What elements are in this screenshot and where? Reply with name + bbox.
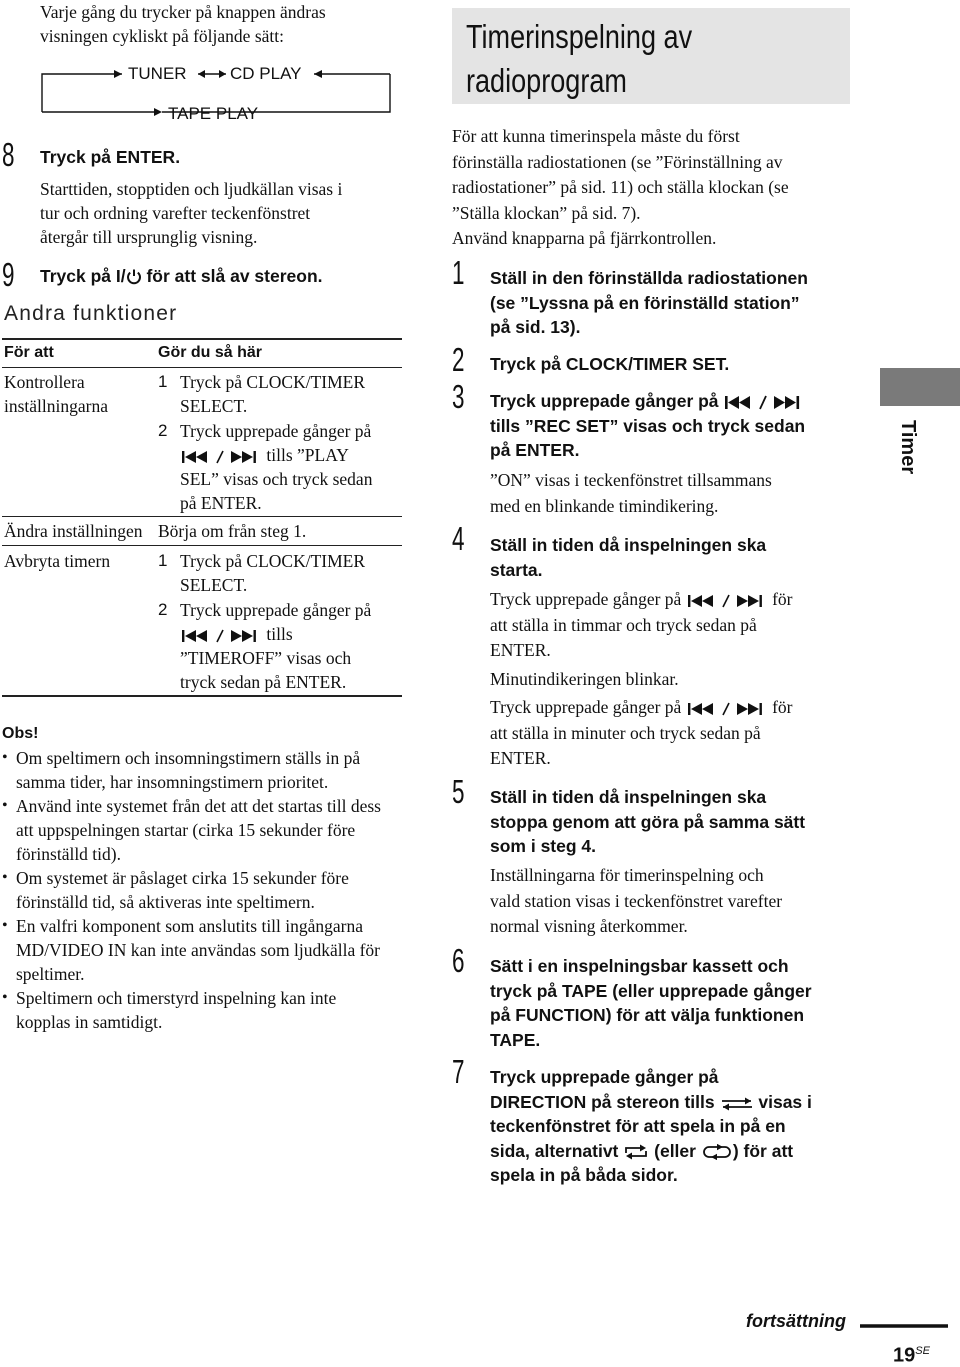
table-header-col1: För att [4, 344, 54, 361]
table-row-label: Avbryta timern [4, 551, 111, 571]
note-line: förinställd tid, så aktiveras inte speltimern. [16, 892, 315, 912]
note-item [2, 746, 422, 794]
table-row-value: Börja om från steg 1. [158, 521, 307, 541]
table-row-label: Ändra inställningen [4, 521, 143, 541]
step-line: på ENTER. [490, 440, 580, 460]
body-line: ”ON” visas i teckenfönstret tillsammans [490, 470, 772, 490]
intro-line: förinställa radiostationen (se ”Förinställning av [452, 151, 783, 172]
note-line: samma tider, har insomningstimern prioritet. [16, 772, 329, 792]
step-line [490, 1139, 870, 1164]
intro-line: ”Ställa klockan” på sid. 7). [452, 202, 641, 223]
side-tab-label: Timer [897, 420, 919, 475]
body-line: normal visning återkommer. [490, 916, 688, 936]
step-line: stoppa genom att göra på samma sätt [490, 811, 806, 832]
step-number: 5 [452, 773, 465, 810]
note-line: MD/VIDEO IN kan inte användas som ljudkälla för [16, 940, 381, 960]
prev-next-icon [180, 450, 262, 464]
step-title [490, 1065, 870, 1188]
body-line [490, 587, 870, 613]
note-item [2, 866, 422, 914]
step-line: Tryck upprepade gånger på [490, 1067, 719, 1087]
power-icon [126, 268, 142, 285]
bullet-icon: • [2, 749, 8, 766]
step-number: 3 [452, 378, 465, 415]
body-text: för [767, 697, 793, 717]
substep-number: 1 [158, 551, 168, 570]
intro-line: visningen cykliskt på följande sätt: [40, 26, 284, 46]
intro-line: Använd knapparna på fjärrkontrollen. [452, 228, 717, 248]
step-number: 6 [452, 942, 465, 979]
cell-line: SELECT. [180, 575, 248, 595]
step-text: Tryck upprepade gånger på [490, 391, 719, 411]
cell-line [180, 443, 405, 467]
bullet-icon: • [2, 917, 8, 934]
side-tab-marker [880, 368, 960, 406]
note-line: En valfri komponent som anslutits till ingångarna [16, 916, 364, 936]
step-line [490, 1090, 870, 1115]
step-line: Ställ in tiden då inspelningen ska [490, 535, 767, 555]
cell-line: SELECT. [180, 396, 248, 416]
cycle-cdplay-label: CD PLAY [230, 64, 302, 83]
page-number [893, 1340, 930, 1367]
cell-line: SEL” visas och tryck sedan [180, 469, 373, 489]
step-text: ) för att [732, 1140, 794, 1161]
section-title: Andra funktioner [4, 302, 178, 325]
step-line: TAPE. [490, 1029, 541, 1050]
substep-text [180, 370, 365, 418]
body-text: för [767, 589, 793, 609]
table-rule [2, 545, 402, 546]
substep-text [180, 419, 405, 515]
body-line: Inställningarna för timerinspelning och [490, 865, 764, 885]
step-line: Ställ in tiden då inspelningen ska [490, 787, 767, 807]
bullet-icon: • [2, 869, 8, 886]
relay-direction-icon [701, 1144, 733, 1160]
step-title-post: för att slå av stereon. [141, 266, 323, 286]
cell-line: Tryck på CLOCK/TIMER [180, 372, 366, 392]
step-number: 7 [452, 1053, 465, 1090]
step-body [40, 177, 420, 249]
step-text: visas i [753, 1091, 812, 1112]
cell-text: tills [262, 624, 293, 644]
cycle-tapeplay-label: TAPE PLAY [168, 104, 259, 123]
cell-line: inställningarna [4, 396, 109, 416]
note-line: Om systemet är påslaget cirka 15 sekunder före [16, 868, 349, 888]
note-line: speltimer. [16, 964, 85, 984]
step-title [490, 954, 870, 1052]
step-body [490, 587, 870, 772]
cell-line: Kontrollera [4, 372, 85, 392]
continued-arrow-icon [860, 1319, 950, 1337]
body-line: Minutindikeringen blinkar. [490, 668, 679, 689]
step-line: tryck på TAPE (eller upprepade gånger [490, 980, 812, 1001]
prev-next-icon [723, 395, 805, 410]
step-text: (eller [649, 1140, 696, 1161]
step-text: DIRECTION på stereon tills [490, 1091, 715, 1112]
page-title-line: Timerinspelning av [466, 18, 693, 55]
cell-line: Tryck upprepade gånger på [180, 421, 372, 441]
step-title [490, 533, 870, 582]
step-number: 4 [452, 520, 465, 557]
note-item [2, 794, 422, 866]
step-body [490, 863, 870, 940]
substep-text [180, 598, 405, 694]
bullet-icon: • [2, 989, 8, 1006]
body-line: ENTER. [490, 748, 551, 768]
page-title-box [452, 8, 850, 104]
step-line: (se ”Lyssna på en förinställd station” [490, 292, 800, 313]
body-line: tur och ordning varefter teckenfönstret [40, 203, 311, 223]
note-item [2, 914, 422, 986]
page-title [466, 15, 692, 103]
intro-text [40, 0, 420, 48]
substep-number: 2 [158, 600, 168, 619]
step-number: 9 [2, 256, 15, 293]
note-line: kopplas in samtidigt. [16, 1012, 163, 1032]
note-line: Om speltimern och insomningstimern ställs in på [16, 748, 361, 768]
table-row-label [4, 370, 108, 418]
intro-line: radiostationer” på sid. 11) och ställa klockan (se [452, 177, 789, 197]
step-number: 2 [452, 341, 465, 378]
step-title [40, 264, 323, 289]
step-title: Tryck på ENTER. [40, 147, 181, 167]
step-line: spela in på båda sidor. [490, 1165, 678, 1185]
notes-title: Obs! [2, 725, 39, 742]
step-title-pre: Tryck på I/ [40, 266, 126, 286]
step-line: Sätt i en inspelningsbar kassett och [490, 956, 789, 976]
step-title [490, 389, 870, 463]
side-tab-label-box [892, 412, 922, 492]
step-line: teckenfönstret för att spela in på en [490, 1116, 786, 1136]
body-text: Tryck upprepade gånger på [490, 697, 682, 717]
step-line: tills ”REC SET” visas och tryck sedan [490, 415, 806, 436]
prev-next-icon [686, 594, 768, 608]
prev-next-icon [180, 629, 262, 643]
step-line: på sid. 13). [490, 317, 581, 337]
body-line: med en blinkande timindikering. [490, 495, 719, 516]
table-rule [2, 695, 402, 697]
step-text: sida, alternativt [490, 1140, 619, 1161]
cell-line: ”TIMEROFF” visas och [180, 648, 352, 668]
body-line: att ställa in timmar och tryck sedan på [490, 614, 757, 635]
intro-line: Varje gång du trycker på knappen ändras [40, 2, 326, 22]
note-line: att uppspelningen startar (cirka 15 sekunder före [16, 820, 356, 840]
cell-line: Tryck upprepade gånger på [180, 600, 372, 620]
prev-next-icon [686, 702, 768, 716]
step-line: Ställ in den förinställda radiostationen [490, 268, 808, 288]
step-number: 1 [452, 254, 465, 291]
cell-line: Tryck på CLOCK/TIMER [180, 551, 366, 571]
step-line [490, 389, 870, 414]
substep-text [180, 549, 365, 597]
note-item [2, 986, 422, 1034]
step-number: 8 [2, 136, 15, 173]
body-line: återgår till ursprunglig visning. [40, 227, 258, 247]
continued-label: fortsättning [746, 1311, 846, 1331]
bullet-icon: • [2, 797, 8, 814]
step-title: Tryck på CLOCK/TIMER SET. [490, 354, 730, 374]
substep-number: 2 [158, 421, 168, 440]
note-line: förinställd tid). [16, 844, 121, 864]
table-rule [2, 367, 402, 368]
page-number-value: 19 [893, 1344, 916, 1367]
cell-line: tryck sedan på ENTER. [180, 672, 347, 692]
step-body [490, 468, 870, 519]
one-way-direction-icon [720, 1097, 754, 1111]
step-title [490, 785, 870, 859]
body-line [490, 695, 870, 721]
note-line: Använd inte systemet från det att det startas till dess [16, 796, 381, 816]
page-number-suffix: SE [915, 1345, 930, 1357]
cell-text: tills ”PLAY [262, 445, 349, 465]
intro-text [452, 124, 872, 252]
notes-list [2, 746, 422, 1034]
intro-line: För att kunna timerinspela måste du först [452, 126, 740, 146]
body-line: att ställa in minuter och tryck sedan på [490, 722, 761, 743]
cycle-tuner-label: TUNER [128, 64, 187, 83]
body-text: Tryck upprepade gånger på [490, 589, 682, 609]
body-line: Starttiden, stopptiden och ljudkällan visas i [40, 179, 343, 199]
body-line: vald station visas i teckenfönstret varefter [490, 890, 783, 911]
step-line: starta. [490, 559, 543, 580]
note-line: Speltimern och timerstyrd inspelning kan inte [16, 988, 337, 1008]
table-rule [2, 516, 402, 517]
step-title [490, 266, 870, 340]
step-line: på FUNCTION) för att välja funktionen [490, 1005, 805, 1025]
page-title-line: radioprogram [466, 62, 627, 99]
substep-number: 1 [158, 372, 168, 391]
table-rule [2, 338, 402, 340]
two-way-direction-icon [623, 1144, 649, 1160]
cell-line: på ENTER. [180, 493, 262, 513]
step-line: som i steg 4. [490, 836, 597, 856]
table-header-col2: Gör du så här [158, 344, 263, 361]
cell-line [180, 622, 405, 646]
display-cycle-diagram [38, 60, 398, 128]
body-line: ENTER. [490, 640, 551, 660]
